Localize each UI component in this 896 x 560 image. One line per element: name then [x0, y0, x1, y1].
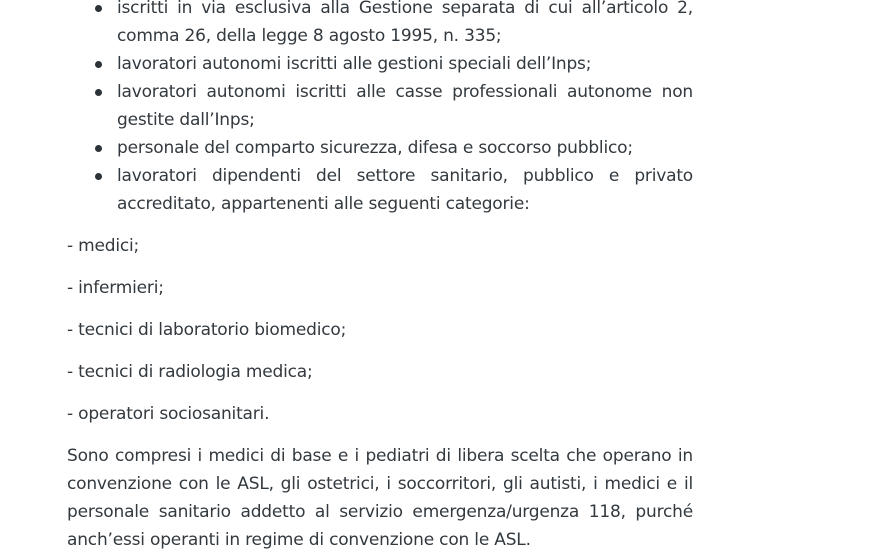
category-tecnici-radiologia: - tecnici di radiologia medica;	[67, 362, 313, 382]
list-item: lavoratori autonomi iscritti alle gestioni speciali dell’Inps;	[117, 50, 693, 78]
closing-paragraph: Sono compresi i medici di base e i pediatri di libera scelta che operano in convenzione con le ASL, gli ostetrici, i soccorritori, gli autisti, i medici e il personale sanitario addetto al servizio emergenza/urgenza 118, purché anch’essi operanti in regime di convenzione con le ASL.	[67, 446, 693, 550]
document-body	[67, 0, 693, 554]
category-infermieri: - infermieri;	[67, 278, 164, 298]
category-operatori: - operatori sociosanitari.	[67, 404, 270, 424]
category-tecnici-laboratorio: - tecnici di laboratorio biomedico;	[67, 320, 347, 340]
list-item: iscritti in via esclusiva alla Gestione separata di cui all’articolo 2, comma 26, della legge 8 agosto 1995, n. 335;	[117, 0, 693, 50]
list-item: personale del comparto sicurezza, difesa e soccorso pubblico;	[117, 134, 693, 162]
list-item: lavoratori autonomi iscritti alle casse professionali autonome non gestite dall’Inps;	[117, 78, 693, 134]
category-medici: - medici;	[67, 236, 140, 256]
beneficiary-list	[67, 0, 693, 218]
list-item: lavoratori dipendenti del settore sanitario, pubblico e privato accreditato, appartenenti alle seguenti categorie:	[117, 162, 693, 218]
